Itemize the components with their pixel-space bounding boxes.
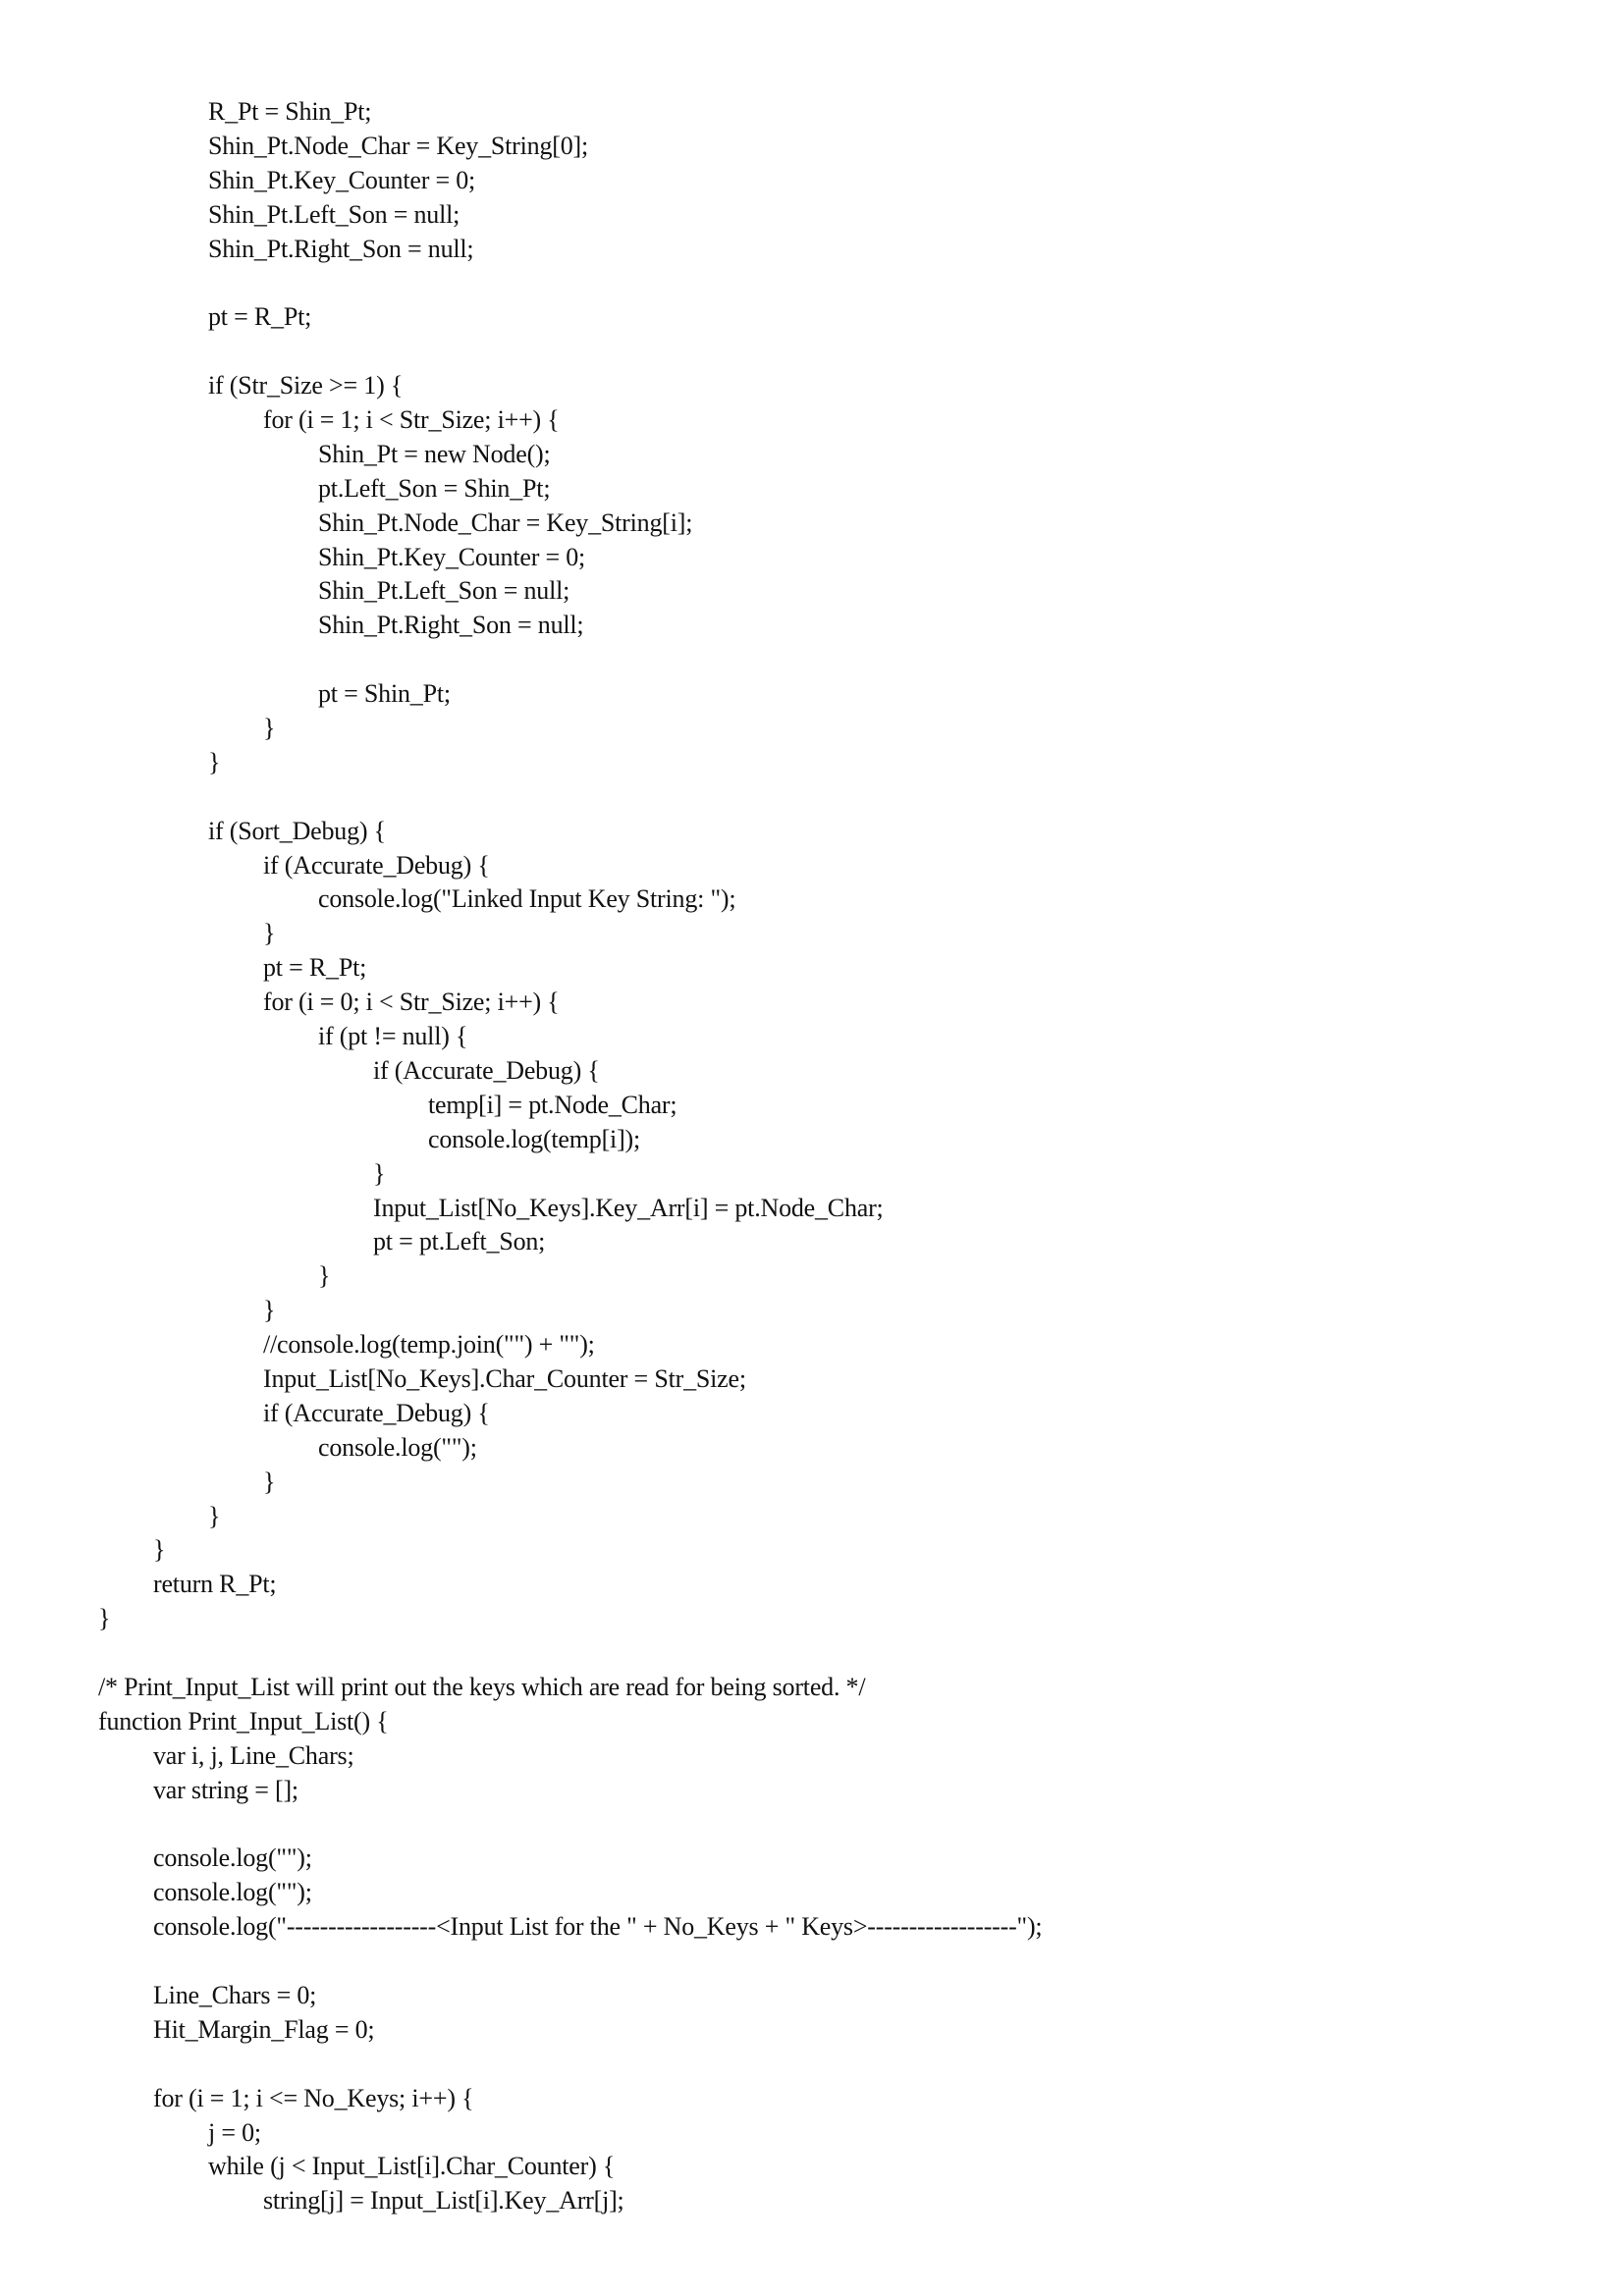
blank-line (98, 335, 1571, 369)
blank-line (98, 2048, 1571, 2082)
code-line: Shin_Pt.Key_Counter = 0; (318, 542, 586, 571)
code-line: function Print_Input_List() { (98, 1706, 389, 1735)
code-line: R_Pt = Shin_Pt; (208, 97, 372, 126)
code-line: console.log(temp[i]); (428, 1124, 641, 1153)
code-line: } (318, 1261, 331, 1291)
code-line: } (98, 1604, 111, 1633)
code-line: console.log("Linked Input Key String: "); (318, 884, 736, 914)
code-line: /* Print_Input_List will print out the keys which are read for being sorted. */ (98, 1672, 866, 1701)
code-line: Input_List[No_Keys].Key_Arr[i] = pt.Node_Char; (373, 1193, 884, 1222)
code-line: console.log(""); (153, 1878, 312, 1907)
code-line: Hit_Margin_Flag = 0; (153, 2014, 375, 2044)
blank-line (98, 1945, 1571, 1979)
code-line: Line_Chars = 0; (153, 1980, 317, 2009)
code-line: string[j] = Input_List[i].Key_Arr[j]; (263, 2186, 624, 2216)
code-line: if (pt != null) { (318, 1022, 468, 1051)
code-line: } (373, 1158, 386, 1188)
code-line: while (j < Input_List[i].Char_Counter) { (208, 2152, 616, 2181)
code-line: Shin_Pt.Left_Son = null; (318, 576, 570, 606)
blank-line (98, 780, 1571, 815)
code-line: if (Str_Size >= 1) { (208, 371, 404, 400)
code-line: pt = R_Pt; (263, 953, 367, 983)
code-line: Shin_Pt.Node_Char = Key_String[i]; (318, 507, 693, 537)
code-line: for (i = 0; i < Str_Size; i++) { (263, 988, 560, 1017)
code-line: Shin_Pt.Right_Son = null; (318, 611, 584, 640)
code-line: if (Accurate_Debug) { (373, 1055, 600, 1085)
code-line: for (i = 1; i <= No_Keys; i++) { (153, 2083, 474, 2112)
code-line: if (Sort_Debug) { (208, 816, 386, 845)
code-line: pt.Left_Son = Shin_Pt; (318, 473, 551, 503)
code-line: } (263, 1296, 276, 1325)
code-line: Shin_Pt.Right_Son = null; (208, 234, 474, 263)
code-line: } (263, 919, 276, 948)
code-line: return R_Pt; (153, 1570, 277, 1599)
code-line: Shin_Pt = new Node(); (318, 439, 551, 468)
blank-line (98, 1636, 1571, 1671)
code-line: pt = Shin_Pt; (318, 679, 451, 709)
code-line: if (Accurate_Debug) { (263, 850, 490, 880)
blank-line (98, 266, 1571, 300)
code-listing (98, 95, 1571, 2218)
code-line: } (153, 1535, 166, 1565)
code-line: } (263, 1467, 276, 1496)
blank-line (98, 1808, 1571, 1842)
code-line: if (Accurate_Debug) { (263, 1398, 490, 1427)
code-line: } (208, 747, 221, 776)
code-line: var i, j, Line_Chars; (153, 1740, 354, 1770)
blank-line (98, 643, 1571, 677)
code-line: Input_List[No_Keys].Char_Counter = Str_Size; (263, 1363, 746, 1393)
code-line: console.log("------------------<Input List for the " + No_Keys + " Keys>------------------"); (153, 1912, 1043, 1942)
code-line: } (263, 714, 276, 743)
code-line: Shin_Pt.Left_Son = null; (208, 199, 460, 229)
code-line: for (i = 1; i < Str_Size; i++) { (263, 405, 560, 435)
code-line: console.log(""); (318, 1432, 477, 1462)
code-line: pt = pt.Left_Son; (373, 1227, 546, 1256)
code-line: Shin_Pt.Node_Char = Key_String[0]; (208, 131, 589, 160)
code-line: Shin_Pt.Key_Counter = 0; (208, 165, 476, 194)
code-line: var string = []; (153, 1775, 298, 1804)
code-line: j = 0; (208, 2117, 261, 2147)
code-line: pt = R_Pt; (208, 302, 312, 332)
code-line: console.log(""); (153, 1843, 312, 1873)
code-line: temp[i] = pt.Node_Char; (428, 1090, 677, 1119)
code-line: //console.log(temp.join("") + ""); (263, 1330, 595, 1360)
code-line: } (208, 1501, 221, 1530)
